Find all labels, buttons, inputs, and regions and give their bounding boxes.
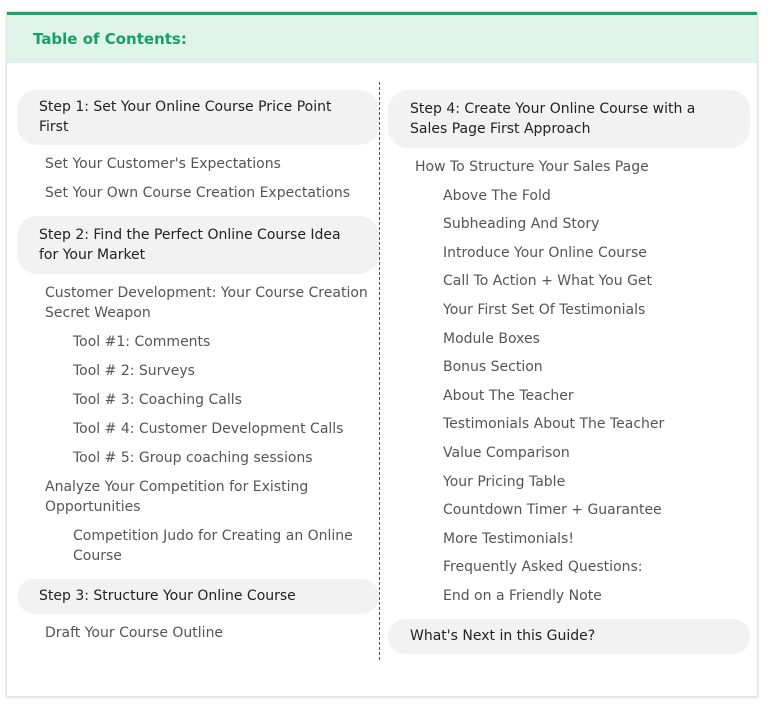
toc-link-customer-expectations[interactable]: Set Your Customer's Expectations: [45, 156, 281, 172]
toc-link-faq[interactable]: Frequently Asked Questions:: [443, 559, 643, 576]
toc-link-structure-sales-page[interactable]: How To Structure Your Sales Page: [415, 159, 649, 175]
toc-link-competition-judo[interactable]: Competition Judo for Creating an Online Course: [73, 528, 353, 564]
toc-link-tool-3[interactable]: Tool # 3: Coaching Calls: [73, 392, 242, 408]
toc-link-more-testimonials[interactable]: More Testimonials!: [443, 530, 574, 547]
toc-step-3[interactable]: Step 3: Structure Your Online Course: [17, 579, 379, 614]
toc-step-2[interactable]: Step 2: Find the Perfect Online Course Idea for Your Market: [17, 216, 379, 274]
toc-link-value-comparison[interactable]: Value Comparison: [443, 444, 570, 461]
toc-link-tool-4[interactable]: Tool # 4: Customer Development Calls: [73, 421, 344, 437]
table-of-contents: [6, 11, 758, 697]
toc-link-module-boxes[interactable]: Module Boxes: [443, 330, 540, 347]
toc-link-first-testimonials[interactable]: Your First Set Of Testimonials: [443, 301, 646, 318]
toc-link-tool-2[interactable]: Tool # 2: Surveys: [73, 363, 195, 379]
toc-link-pricing-table[interactable]: Your Pricing Table: [443, 473, 566, 490]
column-divider: [379, 82, 380, 660]
toc-link-bonus-section[interactable]: Bonus Section: [443, 359, 543, 376]
toc-link-analyze-competition[interactable]: Analyze Your Competition for Existing Opportunities: [45, 479, 309, 515]
toc-step-4[interactable]: Step 4: Create Your Online Course with a Sales Page First Approach: [388, 90, 750, 148]
toc-link-tool-5[interactable]: Tool # 5: Group coaching sessions: [73, 450, 313, 466]
toc-title: Table of Contents:: [33, 30, 187, 48]
toc-link-subheading-story[interactable]: Subheading And Story: [443, 216, 600, 233]
toc-right-column: [388, 90, 750, 654]
toc-left-column: [17, 90, 379, 643]
toc-header: [7, 12, 757, 63]
toc-link-introduce-course[interactable]: Introduce Your Online Course: [443, 244, 647, 261]
toc-link-above-fold[interactable]: Above The Fold: [443, 187, 551, 204]
toc-link-countdown-timer[interactable]: Countdown Timer + Guarantee: [443, 502, 662, 519]
toc-link-course-outline[interactable]: Draft Your Course Outline: [45, 625, 224, 641]
toc-link-about-teacher[interactable]: About The Teacher: [443, 387, 574, 404]
toc-link-own-expectations[interactable]: Set Your Own Course Creation Expectations: [45, 185, 351, 201]
toc-link-friendly-note[interactable]: End on a Friendly Note: [443, 587, 602, 604]
toc-whats-next[interactable]: What's Next in this Guide?: [388, 619, 750, 654]
toc-link-customer-development[interactable]: Customer Development: Your Course Creation Secret Weapon: [45, 285, 368, 321]
toc-step-1[interactable]: Step 1: Set Your Online Course Price Point First: [17, 90, 379, 145]
toc-link-teacher-testimonials[interactable]: Testimonials About The Teacher: [443, 416, 665, 433]
toc-link-tool-1[interactable]: Tool #1: Comments: [73, 334, 211, 350]
toc-link-call-to-action[interactable]: Call To Action + What You Get: [443, 273, 653, 290]
